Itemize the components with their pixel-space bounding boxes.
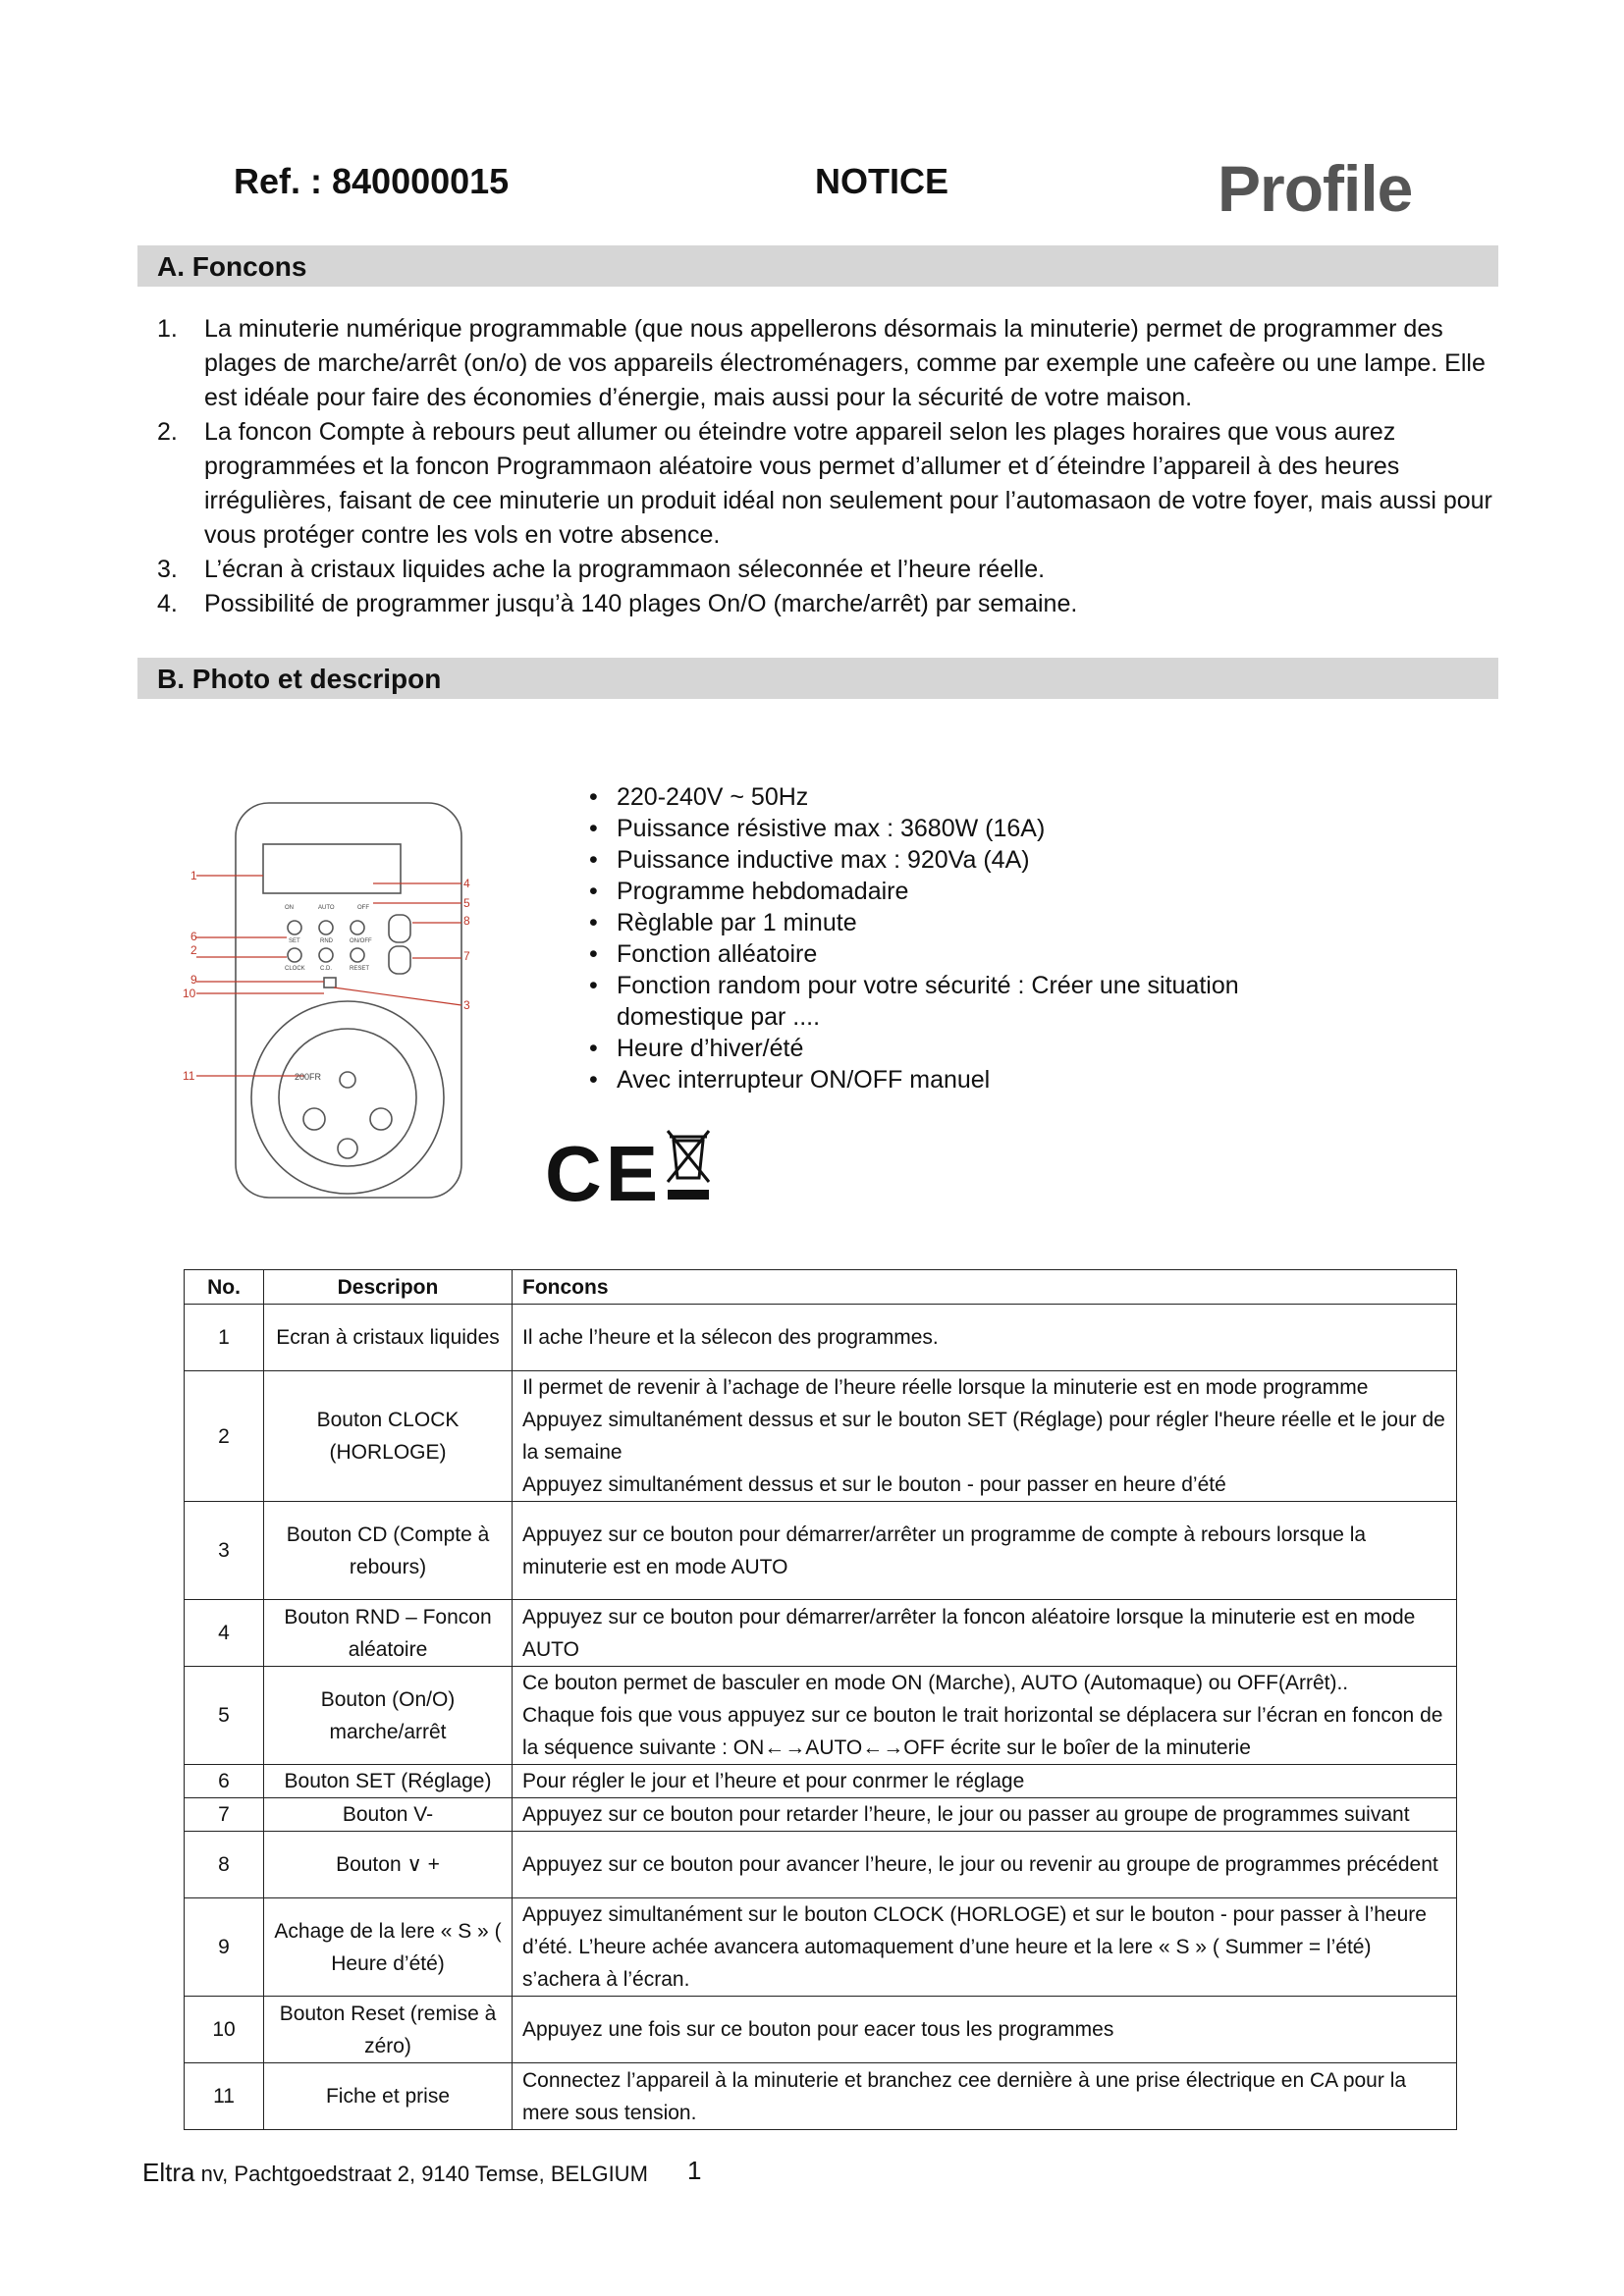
row-no: 3	[185, 1502, 264, 1600]
row-function: Ce bouton permet de basculer en mode ON (Marche), AUTO (Automaque) ou OFF(Arrêt).. Chaque fois que vous appuyez sur ce bouton le trait horizontal se déplacera sur l’écran en foncon de la séquence suivante : ON←→AUTO←→OFF écrite sur le boîer de la minuterie	[513, 1667, 1457, 1765]
table-row	[185, 1371, 1457, 1502]
rnd-button-shape	[319, 921, 333, 934]
socket-hole-right	[370, 1108, 392, 1130]
lcd-screen	[263, 844, 401, 893]
row-no: 6	[185, 1765, 264, 1798]
callout-5: 5	[463, 896, 470, 910]
table-row	[185, 2063, 1457, 2130]
row-function: Appuyez sur ce bouton pour démarrer/arrêter la foncon aléatoire lorsque la minuterie est en mode AUTO	[513, 1600, 1457, 1667]
intro-item	[157, 415, 1492, 553]
callout-2: 2	[190, 943, 197, 957]
table-row	[185, 1305, 1457, 1371]
row-description: Bouton CD (Compte à rebours)	[264, 1502, 513, 1600]
callout-7: 7	[463, 949, 470, 963]
intro-item	[157, 312, 1492, 415]
spec-item: • Fonction alléatoire	[589, 938, 1257, 970]
row-function: Appuyez une fois sur ce bouton pour eacer tous les programmes	[513, 1997, 1457, 2063]
spec-item: • Puissance résistive max : 3680W (16A)	[589, 813, 1257, 844]
btn-label-cd: C.D.	[320, 966, 332, 972]
socket-inner	[279, 1029, 416, 1166]
row-no: 11	[185, 2063, 264, 2130]
reference-number: Ref. : 840000015	[234, 161, 510, 201]
intro-item-number: 4.	[157, 590, 178, 617]
lcd-label-auto: AUTO	[318, 905, 335, 911]
intro-item-text: La foncon Compte à rebours peut allumer ou éteindre votre appareil selon les plages horaires que vous aurez programmées et la foncon Programmaon aléatoire vous permet d’allumer et d´éteindre l’appareil à des heures irrégulières, faisant de cee minuterie un produit idéal non seulement pour l’automasaon de votre foyer, mais aussi pour vous protéger contre les vols en votre absence.	[204, 418, 1492, 549]
row-function: Appuyez sur ce bouton pour démarrer/arrêter un programme de compte à rebours lorsque la minuterie est en mode AUTO	[513, 1502, 1457, 1600]
lcd-label-off: OFF	[357, 905, 369, 911]
section-b-title: B. Photo et descripon	[157, 664, 442, 694]
set-button-shape	[288, 921, 301, 934]
row-no: 10	[185, 1997, 264, 2063]
intro-list	[157, 312, 1492, 621]
timer-device-illustration	[177, 785, 520, 1207]
intro-item-text: L’écran à cristaux liquides ache la programmaon séleconnée et l’heure réelle.	[204, 556, 1046, 583]
row-no: 1	[185, 1305, 264, 1371]
table-header-row	[185, 1270, 1457, 1305]
summer-indicator-shape	[324, 978, 336, 988]
lcd-label-on: ON	[285, 905, 294, 911]
table-row	[185, 1997, 1457, 2063]
spec-item: • Heure d’hiver/été	[589, 1033, 1257, 1064]
table-row	[185, 1667, 1457, 1765]
spec-item: • Programme hebdomadaire	[589, 876, 1257, 907]
weee-bin-icon	[664, 1127, 713, 1201]
table-row	[185, 1898, 1457, 1997]
clock-button-shape	[288, 948, 301, 962]
reset-button-shape	[351, 948, 364, 962]
callout-1: 1	[190, 869, 197, 882]
intro-item-text: Possibilité de programmer jusqu’à 140 plages On/O (marche/arrêt) par semaine.	[204, 590, 1078, 617]
row-function: Appuyez sur ce bouton pour avancer l’heure, le jour ou revenir au groupe de programmes précédent	[513, 1832, 1457, 1898]
row-description: Achage de la lere « S » ( Heure d’été)	[264, 1898, 513, 1997]
spec-item: • Puissance inductive max : 920Va (4A)	[589, 844, 1257, 876]
notice-title: NOTICE	[815, 161, 949, 201]
table-row	[185, 1600, 1457, 1667]
row-function: Appuyez simultanément sur le bouton CLOCK (HORLOGE) et sur le bouton - pour passer à l’heure d’été. L’heure achée avancera automaquement d’une heure et la lere « S » ( Summer = l’été) s’achera à l’écran.	[513, 1898, 1457, 1997]
table-row	[185, 1502, 1457, 1600]
callout-11: 11	[183, 1069, 195, 1083]
row-description: Bouton ∨ +	[264, 1832, 513, 1898]
row-function: Connectez l’appareil à la minuterie et branchez cee dernière à une prise électrique en CA pour la mere sous tension.	[513, 2063, 1457, 2130]
btn-label-rnd: RND	[320, 938, 333, 944]
row-no: 9	[185, 1898, 264, 1997]
row-description: Bouton (On/O) marche/arrêt	[264, 1667, 513, 1765]
row-function: Appuyez sur ce bouton pour retarder l’heure, le jour ou passer au groupe de programmes suivant	[513, 1798, 1457, 1832]
ce-mark: CE	[545, 1130, 663, 1217]
table-row	[185, 1765, 1457, 1798]
row-no: 7	[185, 1798, 264, 1832]
row-no: 5	[185, 1667, 264, 1765]
socket-outer	[251, 1001, 444, 1194]
onoff-button-shape	[351, 921, 364, 934]
intro-item	[157, 553, 1492, 587]
spec-item: • Fonction random pour votre sécurité : Créer une situation domestique par ....	[589, 970, 1257, 1033]
page-number: 1	[687, 2156, 702, 2185]
row-no: 4	[185, 1600, 264, 1667]
socket-screw	[338, 1139, 357, 1158]
intro-item-number: 1.	[157, 315, 178, 343]
header-description: Descripon	[264, 1270, 513, 1305]
btn-label-onoff: ON/OFF	[350, 938, 372, 944]
socket-hole-left	[303, 1108, 325, 1130]
socket-rating: 200FR	[295, 1072, 322, 1082]
table-row	[185, 1798, 1457, 1832]
callout-3: 3	[463, 998, 470, 1012]
row-function: Il permet de revenir à l’achage de l’heure réelle lorsque la minuterie est en mode programme Appuyez simultanément dessus et sur le bouton SET (Réglage) pour régler l'heure réelle et le jour de la semaine Appuyez simultanément dessus et sur le bouton - pour passer en heure d’été	[513, 1371, 1457, 1502]
spec-item: • Avec interrupteur ON/OFF manuel	[589, 1064, 1257, 1095]
spec-list	[589, 781, 1257, 1095]
intro-item-number: 3.	[157, 556, 178, 583]
minus-button-shape	[389, 946, 410, 974]
section-a-title: A. Foncons	[157, 251, 307, 282]
header-functions: Foncons	[513, 1270, 1457, 1305]
functions-table	[184, 1269, 1457, 2130]
plus-button-shape	[389, 915, 410, 942]
earth-pin	[340, 1072, 355, 1088]
btn-label-reset: RESET	[350, 966, 370, 972]
brand-logo: Profile	[1218, 152, 1413, 225]
spec-item: • Règlable par 1 minute	[589, 907, 1257, 938]
footer-address-text: nv, Pachtgoedstraat 2, 9140 Temse, BELGIUM	[194, 2162, 648, 2186]
row-description: Bouton Reset (remise à zéro)	[264, 1997, 513, 2063]
row-function: Pour régler le jour et l’heure et pour conrmer le réglage	[513, 1765, 1457, 1798]
spec-item: • 220-240V ~ 50Hz	[589, 781, 1257, 813]
intro-item	[157, 587, 1492, 621]
table-row	[185, 1832, 1457, 1898]
btn-label-clock: CLOCK	[285, 966, 305, 972]
row-description: Ecran à cristaux liquides	[264, 1305, 513, 1371]
row-description: Bouton CLOCK (HORLOGE)	[264, 1371, 513, 1502]
intro-item-text: La minuterie numérique programmable (que nous appellerons désormais la minuterie) permet de programmer des plages de marche/arrêt (on/o) de vos appareils électroménagers, comme par exemple une cafeère ou une lampe. Elle est idéale pour faire des économies d’énergie, mais aussi pour la sécurité de votre maison.	[204, 315, 1486, 411]
callout-8: 8	[463, 914, 470, 928]
row-description: Bouton V-	[264, 1798, 513, 1832]
header-no: No.	[185, 1270, 264, 1305]
section-a-bar	[137, 245, 1498, 287]
row-no: 2	[185, 1371, 264, 1502]
callout-9: 9	[190, 973, 197, 987]
intro-item-number: 2.	[157, 418, 178, 446]
row-description: Bouton RND – Foncon aléatoire	[264, 1600, 513, 1667]
row-no: 8	[185, 1832, 264, 1898]
btn-label-set: SET	[289, 938, 300, 944]
row-function: Il ache l’heure et la sélecon des programmes.	[513, 1305, 1457, 1371]
cd-button-shape	[319, 948, 333, 962]
row-description: Bouton SET (Réglage)	[264, 1765, 513, 1798]
callout-10: 10	[183, 987, 196, 1000]
section-b-bar	[137, 658, 1498, 699]
callout-4: 4	[463, 877, 470, 890]
footer-address	[142, 2158, 648, 2188]
callout-6: 6	[190, 930, 197, 943]
row-description: Fiche et prise	[264, 2063, 513, 2130]
footer-company: Eltra	[142, 2158, 195, 2187]
